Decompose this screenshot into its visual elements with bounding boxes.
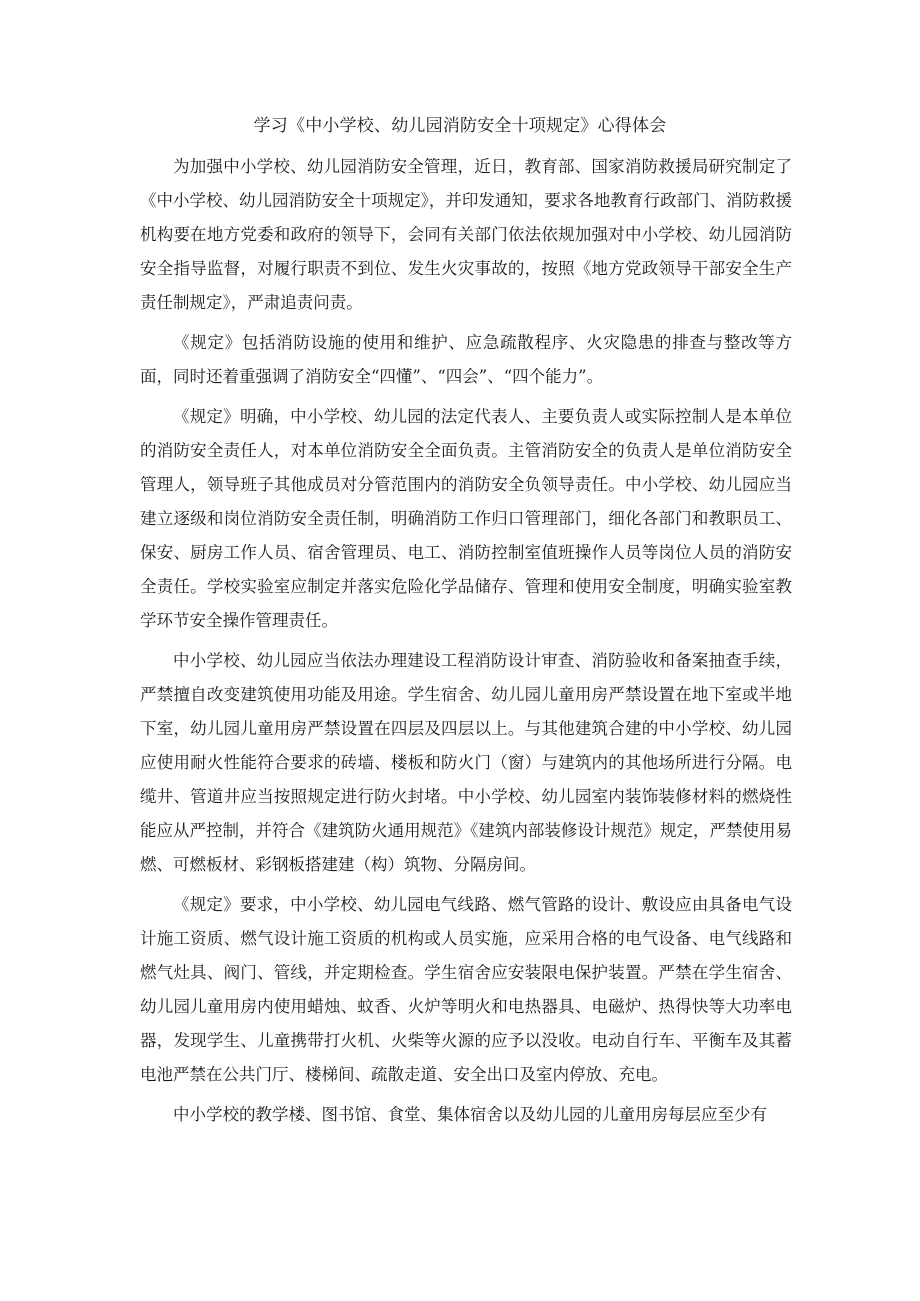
paragraph-5: 《规定》要求，中小学校、幼儿园电气线路、燃气管路的设计、敷设应由具备电气设计施工资质、燃气设计施工资质的机构或人员实施，应采用合格的电气设备、电气线路和燃气灶具、阀门、管线，并定期检查。学生宿舍应安装限电保护装置。严禁在学生宿舍、幼儿园儿童用房内使用蜡烛、蚊香、火炉等明火和电热器具、电磁炉、热得快等大功率电器，发现学生、儿童携带打火机、火柴等火源的应予以没收。电动自行车、平衡车及其蓄电池严禁在公共门厅、楼梯间、疏散走道、安全出口及室内停放、充电。	[140, 895, 792, 1084]
paragraph-6: 中小学校的教学楼、图书馆、食堂、集体宿舍以及幼儿园的儿童用房每层应至少有	[173, 1105, 767, 1124]
paragraph-1: 为加强中小学校、幼儿园消防安全管理，近日，教育部、国家消防救援局研究制定了《中小学校、幼儿园消防安全十项规定》，并印发通知，要求各地教育行政部门、消防救援机构要在地方党委和政府的领导下，会同有关部门依法依规加强对中小学校、幼儿园消防安全指导监督，对履行职责不到位、发生火灾事故的，按照《地方党政领导干部安全生产责任制规定》，严肃追责问责。	[140, 157, 792, 312]
paragraph-2: 《规定》包括消防设施的使用和维护、应急疏散程序、火灾隐患的排查与整改等方面，同时还着重强调了消防安全“四懂”、“四会”、“四个能力”。	[140, 333, 792, 386]
paragraph-4: 中小学校、幼儿园应当依法办理建设工程消防设计审查、消防验收和备案抽查手续，严禁擅自改变建筑使用功能及用途。学生宿舍、幼儿园儿童用房严禁设置在地下室或半地下室，幼儿园儿童用房严禁设置在四层及四层以上。与其他建筑合建的中小学校、幼儿园应使用耐火性能符合要求的砖墙、楼板和防火门（窗）与建筑内的其他场所进行分隔。电缆井、管道井应当按照规定进行防火封堵。中小学校、幼儿园室内装饰装修材料的燃烧性能应从严控制，并符合《建筑防火通用规范》《建筑内部装修设计规范》规定，严禁使用易燃、可燃板材、彩钢板搭建建（构）筑物、分隔房间。	[140, 651, 792, 874]
paragraph-3: 《规定》明确，中小学校、幼儿园的法定代表人、主要负责人或实际控制人是本单位的消防安全责任人，对本单位消防安全全面负责。主管消防安全的负责人是单位消防安全管理人，领导班子其他成员对分管范围内的消防安全负领导责任。中小学校、幼儿园应当建立逐级和岗位消防安全责任制，明确消防工作归口管理部门，细化各部门和教职员工、保安、厨房工作人员、宿舍管理员、电工、消防控制室值班操作人员等岗位人员的消防安全责任。学校实验室应制定并落实危险化学品储存、管理和使用安全制度，明确实验室教学环节安全操作管理责任。	[140, 407, 792, 630]
document-body	[140, 150, 792, 1138]
document-title: 学习《中小学校、幼儿园消防安全十项规定》心得体会	[253, 116, 667, 136]
